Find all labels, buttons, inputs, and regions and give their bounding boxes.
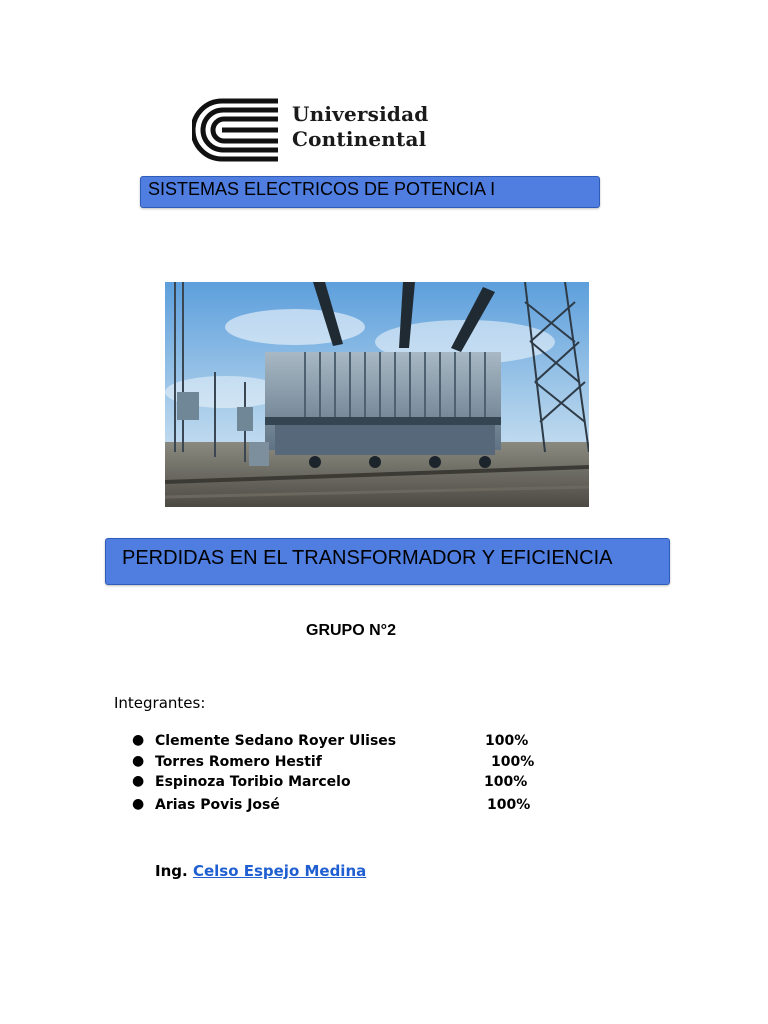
member-percent: 100% (484, 774, 528, 790)
document-title: PERDIDAS EN EL TRANSFORMADOR Y EFICIENCIA (122, 547, 613, 569)
title-banner (105, 538, 670, 585)
bullet-icon: ● (132, 752, 145, 769)
bullet-icon: ● (132, 773, 145, 789)
group-number: GRUPO N°2 (306, 622, 396, 639)
engineer-prefix: Ing. (155, 862, 188, 880)
bullet-icon: ● (132, 732, 145, 748)
list-item (132, 773, 552, 794)
member-percent: 100% (491, 753, 535, 770)
member-name: Clemente Sedano Royer Ulises (155, 733, 397, 749)
engineer-line (155, 862, 366, 880)
logo-wordmark (292, 102, 428, 152)
course-banner (140, 176, 600, 208)
member-list (132, 732, 552, 816)
logo-line-2: Continental (292, 127, 427, 151)
member-name: Espinoza Toribio Marcelo (155, 774, 351, 790)
member-percent: 100% (487, 796, 531, 813)
logo-mark-icon (192, 98, 280, 162)
member-name: Torres Romero Hestif (155, 753, 322, 770)
engineer-name-link[interactable]: Celso Espejo Medina (192, 862, 367, 880)
member-name: Arias Povis José (155, 796, 280, 813)
course-title: SISTEMAS ELECTRICOS DE POTENCIA I (148, 179, 496, 199)
list-item (132, 796, 552, 817)
member-percent: 100% (485, 733, 529, 749)
bullet-icon: ● (132, 795, 145, 812)
members-label: Integrantes: (114, 694, 206, 712)
transformer-photo (165, 282, 589, 507)
transformer-photo-icon (165, 282, 589, 507)
logo-line-1: Universidad (292, 102, 429, 126)
list-item (132, 732, 552, 753)
list-item (132, 753, 552, 774)
university-logo (192, 98, 432, 162)
